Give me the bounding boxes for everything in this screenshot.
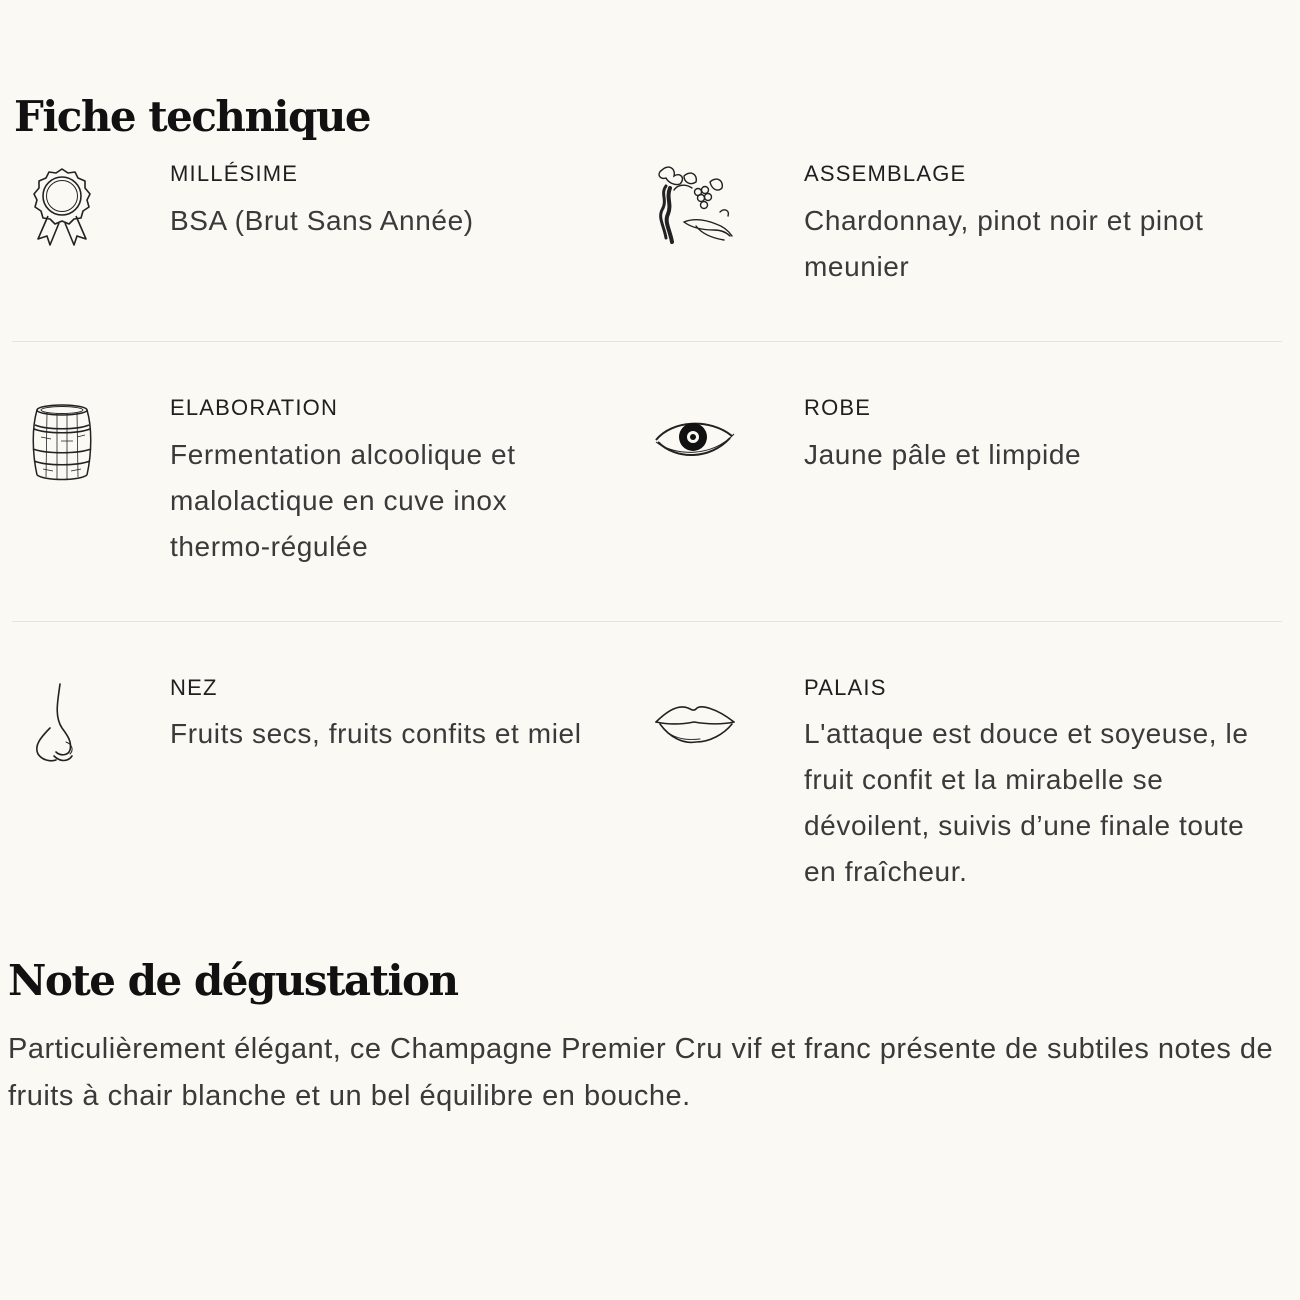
spec-value: Jaune pâle et limpide [804,439,1082,470]
nose-icon [10,680,100,770]
spec-label: ASSEMBLAGE [804,161,967,186]
spec-label: NEZ [170,675,218,700]
tasting-note-text: Particulièrement élégant, ce Champagne Premier Cru vif et franc présente de subtiles notes de fruits à chair blanche et un bel équilibre en bouche. [8,1033,1274,1112]
spec-label: ROBE [804,395,872,420]
note-degustation-heading: Note de dégustation [8,956,458,1005]
barrel-icon [17,397,107,487]
lips-icon [650,678,740,768]
spec-value: Fermentation alcoolique et malolactique en cuve inox thermo-régulée [170,439,516,562]
medal-rosette-icon [17,163,107,253]
section-divider [12,341,1282,342]
spec-label: PALAIS [804,675,887,700]
spec-value: Fruits secs, fruits confits et miel [170,718,582,749]
spec-label: MILLÉSIME [170,161,299,186]
spec-value: BSA (Brut Sans Année) [170,205,474,236]
eye-icon [650,392,740,482]
section-divider [12,621,1282,622]
spec-value: Chardonnay, pinot noir et pinot meunier [804,205,1204,282]
grape-vine-hand-icon [650,160,740,250]
spec-label: ELABORATION [170,395,339,420]
spec-value: L'attaque est douce et soyeuse, le fruit confit et la mirabelle se dévoilent, suivis d’une finale toute en fraîcheur. [804,718,1249,887]
fiche-technique-heading: Fiche technique [14,92,371,141]
